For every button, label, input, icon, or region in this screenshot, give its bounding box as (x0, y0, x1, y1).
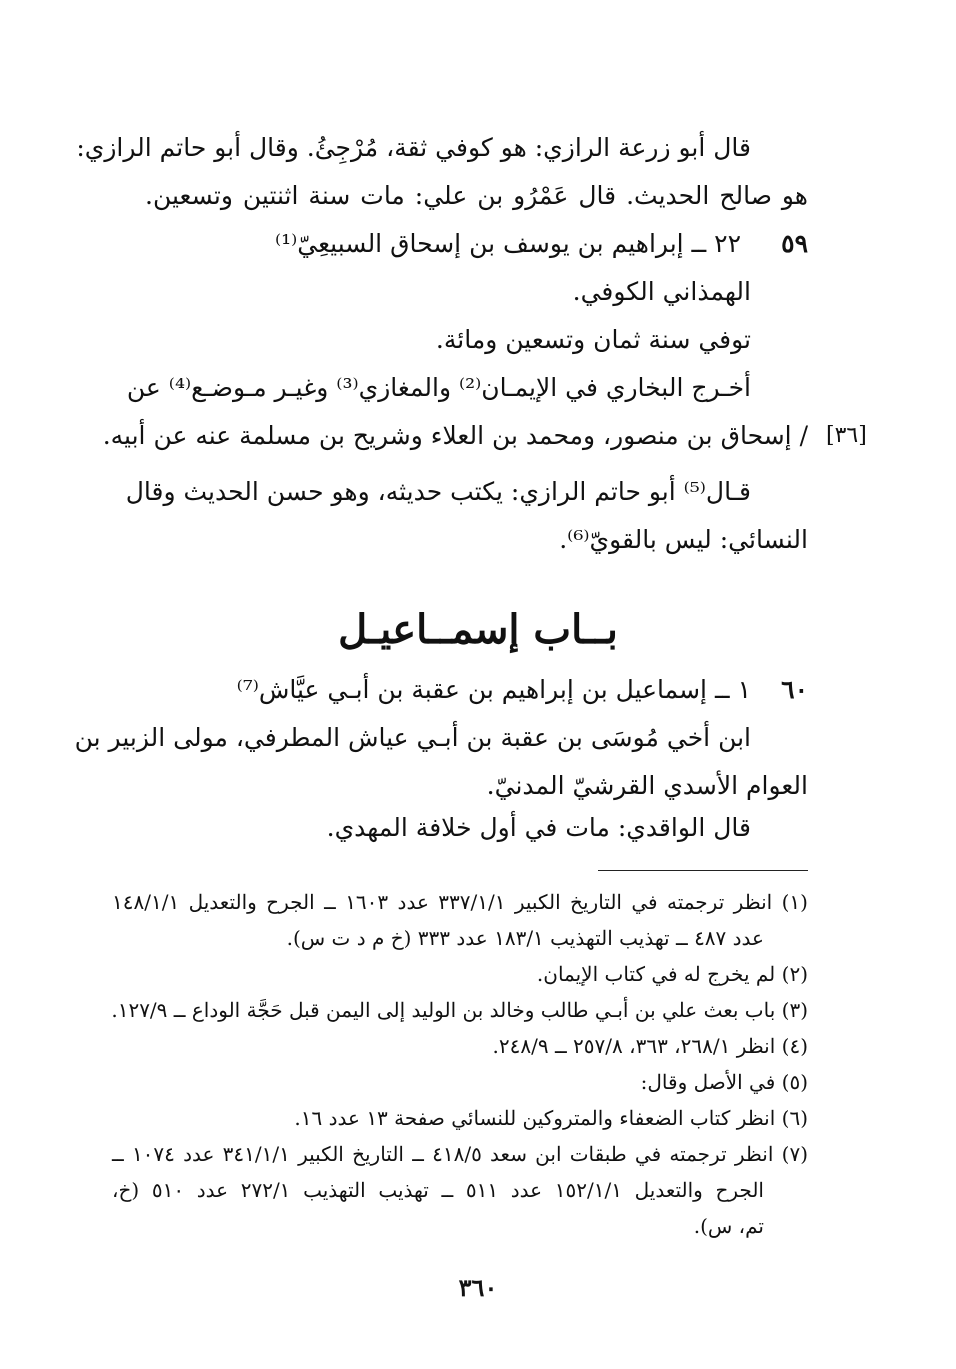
footnote-7-cont: الجرح والتعديل ١٥٢/١/١ عدد ٥١١ ــ تهذيب التهذيب ٢٧٢/١ عدد ٥١٠ (خ، (112, 1178, 764, 1202)
text-line-5: توفي سنة ثمان وتسعين ومائة. (435, 325, 751, 354)
footnote-2: (٢) لم يخرج له في كتاب الإيمان. (536, 962, 808, 986)
footnote-5: (٥) في الأصل وقال: (640, 1070, 808, 1094)
text-line-6: أخـرج البخاري في الإيمـان⁽²⁾ والمغازي⁽³⁾ وغيـر مـوضـع⁽⁴⁾ عن (126, 373, 751, 402)
footnote-1-cont: عدد ٤٨٧ ــ تهذيب التهذيب ١٨٣/١ عدد ٣٣٣ (خ م د ت س). (286, 926, 764, 950)
text-line-9: النسائي: ليس بالقويّ⁽⁶⁾. (559, 525, 808, 554)
entry-59-heading: ٢٢ ــ إبراهيم بن يوسف بن إسحاق السبيعِيّ⁽¹⁾ (274, 229, 741, 258)
entry-60-heading: ١ ــ إسماعيل بن إبراهيم بن عقبة بن أبـي عيَّاش⁽⁷⁾ (236, 675, 751, 704)
entry-60-number: ٦٠ (781, 675, 808, 704)
section-title: بــاب إسمــاعيـل (338, 606, 618, 653)
entry-60-line-3: قال الواقدي: مات في أول خلافة المهدي. (326, 813, 751, 842)
text-line-7: / إسحاق بن منصور، ومحمد بن العلاء وشريح بن مسلمة عنه عن أبيه. (102, 421, 808, 450)
entry-59-number: ٥٩ (781, 229, 808, 258)
text-line-4: الهمذاني الكوفي. (572, 277, 751, 306)
footnote-1: (١) انظر ترجمته في التاريخ الكبير ٣٣٧/١/١ عدد ١٦٠٣ ــ الجرح والتعديل ١٤٨/١/١ (112, 890, 808, 914)
entry-60-line-1: ابن أخي مُوسَى بن عقبة بن أبـي عياش المطرفي، مولى الزبير بن (74, 723, 751, 752)
footnote-6: (٦) انظر كتاب الضعفاء والمتروكين للنسائي صفحة ١٣ عدد ١٦. (294, 1106, 808, 1130)
text-line-1: قال أبو زرعة الرازي: هو كوفي ثقة، مُرْجِئُ. وقال أبو حاتم الرازي: (76, 133, 751, 162)
footnote-3: (٣) باب بعث علي بن أبـي طالب وخالد بن الوليد إلى اليمن قبل حَجَّة الوداع ــ ١٢٧/٩. (111, 998, 808, 1022)
footnote-7-end: تم، س). (693, 1214, 764, 1238)
text-line-8: قـال⁽⁵⁾ أبو حاتم الرازي: يكتب حديثه، وهو حسن الحديث وقال (125, 477, 751, 506)
entry-60-line-2: العوام الأسدي القرشيّ المدنيّ. (486, 771, 808, 800)
text-line-2: هو صالح الحديث. قال عَمْرُو بن علي: مات سنة اثنتين وتسعين. (145, 181, 808, 210)
footnote-divider (598, 870, 808, 871)
footnote-4: (٤) انظر ٢٦٨/١، ٣٦٣، ٢٥٧/٨ ــ ٢٤٨/٩. (492, 1034, 808, 1058)
footnote-7: (٧) انظر ترجمته في طبقات ابن سعد ٤١٨/٥ ــ التاريخ الكبير ٣٤١/١/١ عدد ١٠٧٤ ــ (112, 1142, 808, 1166)
margin-marker: [٣٦] (826, 423, 867, 448)
page-number: ٣٦٠ (458, 1273, 498, 1302)
